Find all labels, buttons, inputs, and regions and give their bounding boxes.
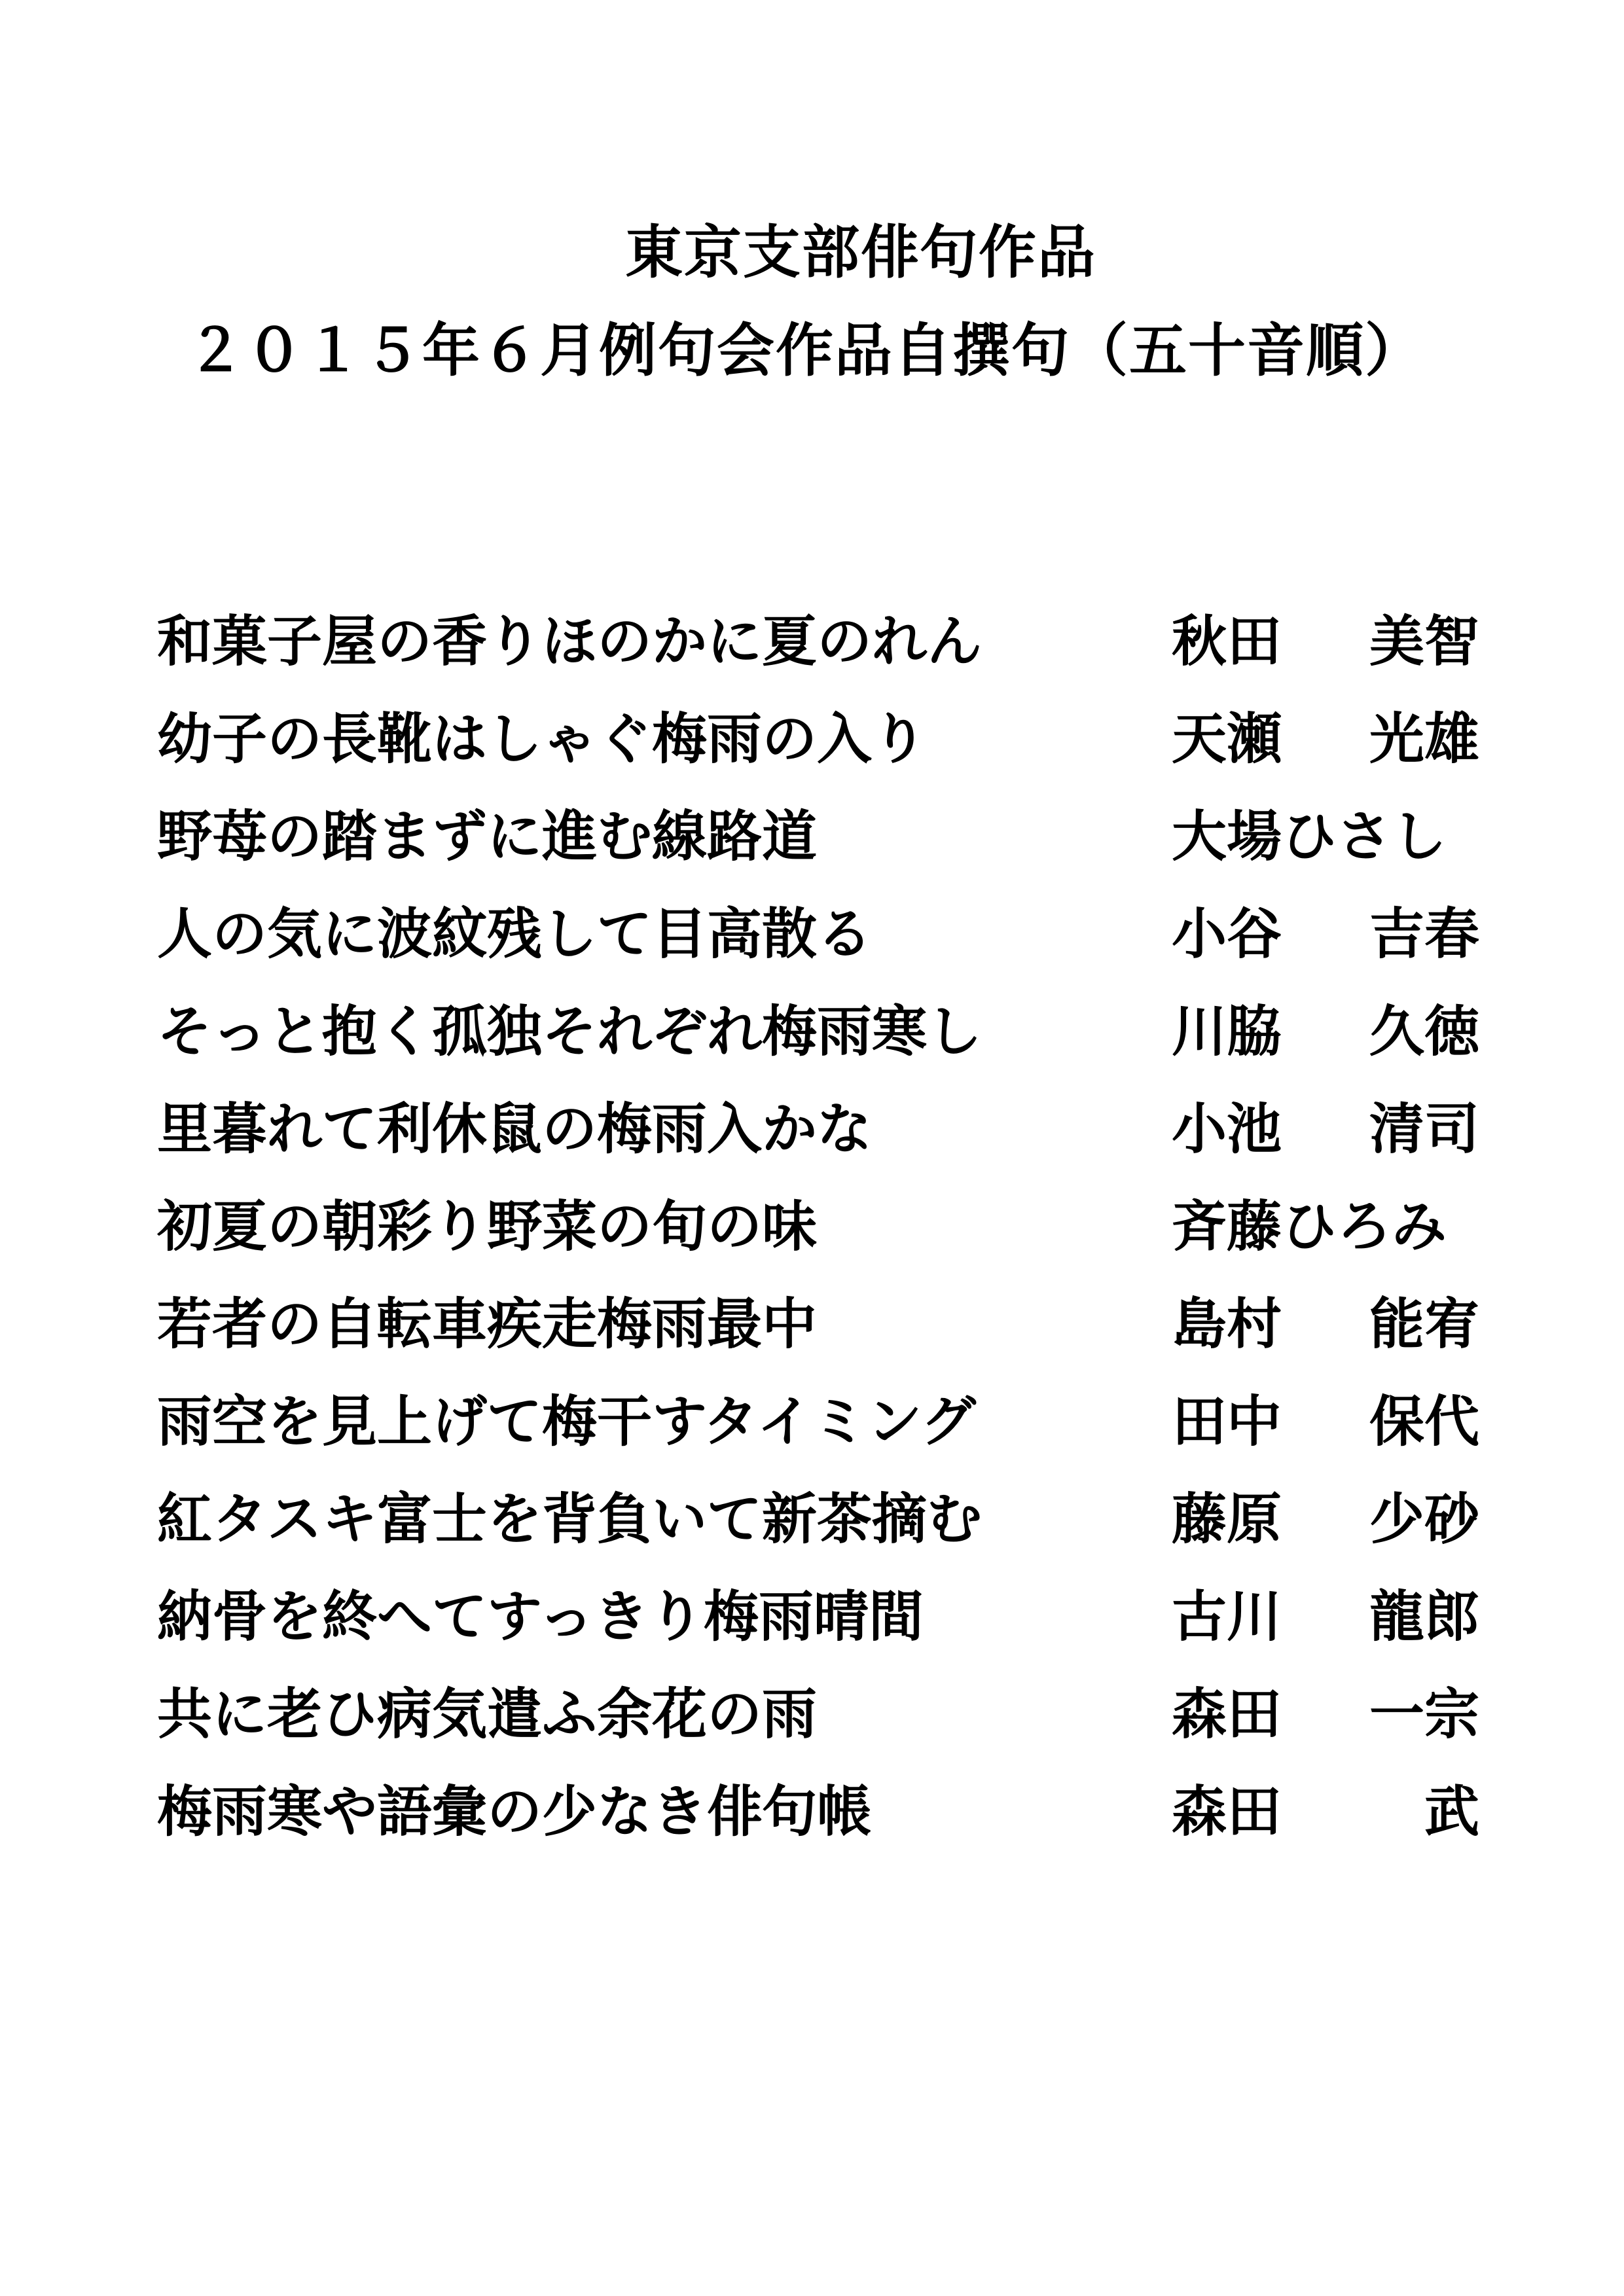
author-surname: 森田 [1172,1681,1282,1746]
author-given-name: 能宥 [1369,1291,1479,1356]
haiku-text: 若者の自転車疾走梅雨最中 [157,1291,818,1356]
author-name [1172,1763,1479,1860]
document-title: 東京支部俳句作品 [625,218,1097,286]
haiku-entry [157,1177,1479,1275]
author-surname: 島村 [1172,1291,1282,1356]
author-given-name: 吉春 [1369,901,1479,966]
haiku-entry [157,1372,1479,1470]
author-given-name: 光雄 [1369,706,1479,771]
author-given-name: 清司 [1369,1096,1479,1161]
author-name [1172,1372,1479,1470]
author-name [1172,1470,1479,1568]
author-given-name: 一宗 [1369,1681,1479,1746]
author-given-name: 久徳 [1369,999,1479,1064]
haiku-entry [157,1763,1479,1860]
author-name [1172,885,1479,982]
author-name [1172,690,1479,787]
author-given-name: 少砂 [1369,1486,1479,1551]
haiku-text: 梅雨寒や語彙の少なき俳句帳 [157,1779,873,1844]
author-name [1172,592,1479,690]
document-subtitle: ２０１５年６月例句会作品自撰句（五十音順） [187,316,1424,384]
haiku-text: 納骨を終へてすっきり梅雨晴間 [157,1584,924,1649]
haiku-entry [157,1470,1479,1568]
haiku-entry [157,885,1479,982]
author-given-name: 美智 [1369,609,1479,673]
author-given-name: 龍郎 [1369,1584,1479,1649]
author-name [1172,1177,1479,1275]
author-surname: 川脇 [1172,999,1282,1064]
author-surname: 田中 [1172,1389,1282,1454]
author-given-name: 保代 [1369,1389,1479,1454]
haiku-text: 雨空を見上げて梅干すタイミング [157,1389,976,1454]
haiku-entry [157,1275,1479,1372]
haiku-entry [157,1568,1479,1665]
haiku-text: 里暮れて利休鼠の梅雨入かな [157,1096,873,1161]
haiku-entry [157,690,1479,787]
author-surname: 大場ひさし [1172,804,1447,869]
author-surname: 古川 [1172,1584,1282,1649]
author-surname: 天瀬 [1172,706,1282,771]
haiku-entry [157,1080,1479,1177]
author-name [1172,1568,1479,1665]
haiku-text: 和菓子屋の香りほのかに夏のれん [157,609,983,673]
haiku-text: 野苺の踏まずに進む線路道 [157,804,818,869]
haiku-text: 幼子の長靴はしゃぐ梅雨の入り [157,706,928,771]
author-surname: 秋田 [1172,609,1282,673]
author-surname: 小池 [1172,1096,1282,1161]
author-surname: 森田 [1172,1779,1282,1844]
haiku-text: そっと抱く孤独それぞれ梅雨寒し [157,999,983,1064]
haiku-list [157,592,1479,1860]
author-name [1172,1275,1479,1372]
author-name [1172,982,1479,1080]
author-surname: 斉藤ひろみ [1172,1194,1447,1259]
haiku-text: 共に老ひ病気遣ふ余花の雨 [157,1681,818,1746]
haiku-entry [157,592,1479,690]
author-name [1172,1665,1479,1763]
author-name [1172,787,1479,885]
haiku-entry [157,1665,1479,1763]
haiku-text: 紅タスキ富士を背負いて新茶摘む [157,1486,983,1551]
haiku-entry [157,787,1479,885]
author-surname: 藤原 [1172,1486,1282,1551]
haiku-text: 初夏の朝彩り野菜の旬の味 [157,1194,818,1259]
author-surname: 小谷 [1172,901,1282,966]
author-given-name: 武 [1424,1779,1479,1844]
haiku-text: 人の気に波紋残して目高散る [157,901,873,966]
author-name [1172,1080,1479,1177]
haiku-entry [157,982,1479,1080]
